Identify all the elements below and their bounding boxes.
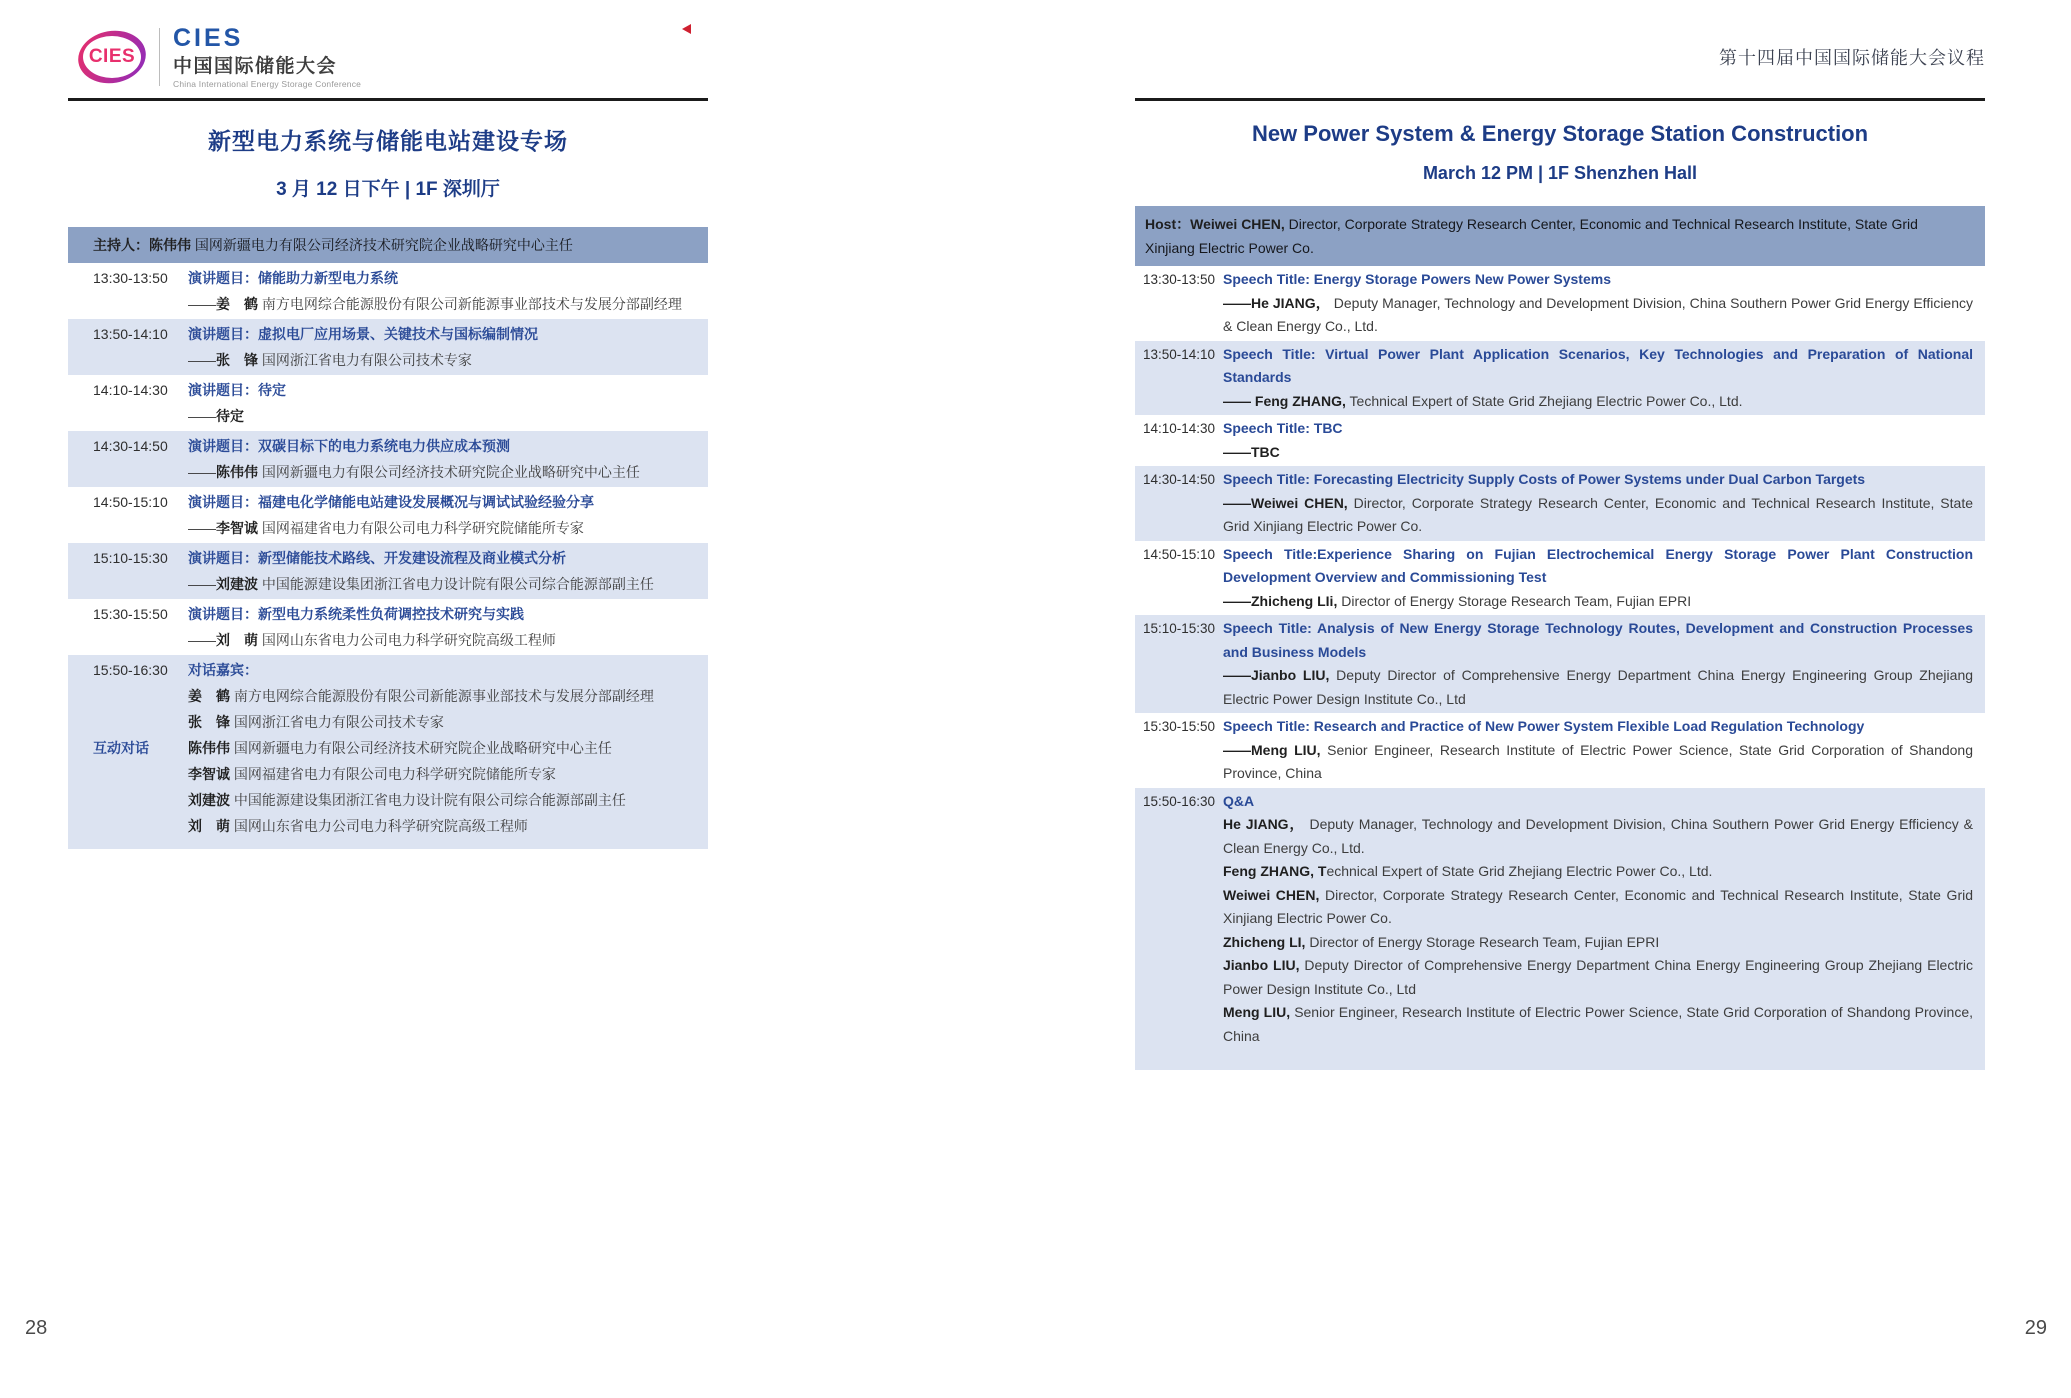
brand-block	[173, 24, 361, 90]
qa-participant	[1223, 813, 1973, 860]
speaker-affiliation: Technical Expert of State Grid Zhejiang Electric Power Co., Ltd.	[1349, 392, 1743, 409]
guest-affiliation: 国网浙江省电力有限公司技术专家	[233, 714, 444, 730]
guest-name: 姜 鹤	[188, 688, 230, 704]
time-cell: 15:10-15:30	[1143, 621, 1216, 636]
qa-heading: Q&A	[1223, 792, 1255, 809]
time-cell: 15:10-15:30	[93, 550, 168, 566]
session-time-venue-cn: 3 月 12 日下午 | 1F 深圳厅	[276, 179, 500, 200]
speech-title: Speech Title: TBC	[1223, 420, 1343, 436]
speaker-line: ——李智诚 国网福建省电力有限公司电力科学研究院储能所专家	[188, 520, 584, 536]
qa-participant	[1223, 954, 1973, 1001]
speaker-line: ——待定	[188, 408, 244, 424]
time-cell: 14:50-15:10	[1143, 546, 1216, 562]
guest-name: 陈伟伟	[188, 740, 230, 756]
logo-divider	[159, 28, 160, 86]
dialog-time: 15:50-16:30	[93, 662, 168, 678]
page-right-english	[1135, 16, 1985, 1070]
host-bar-cn	[68, 227, 708, 263]
speaker-line: ——张 锋 国网浙江省电力有限公司技术专家	[188, 352, 472, 368]
host-affiliation-cn: 国网新疆电力有限公司经济技术研究院企业战略研究中心主任	[194, 237, 573, 253]
guest-row	[188, 709, 702, 735]
time-cell: 13:30-13:50	[93, 270, 168, 286]
speaker-name: 刘建波	[216, 576, 258, 592]
participant-desc: Director of Energy Storage Research Team, Fujian EPRI	[1309, 933, 1660, 950]
guest-name: 刘建波	[188, 792, 230, 808]
guest-row	[188, 787, 702, 813]
agenda-row	[68, 375, 708, 431]
host-affiliation-en: Director, Corporate Strategy Research Center, Economic and Technical Research Institute, State Grid Xinjiang Electric Power Co.	[1145, 216, 1918, 256]
participant-name: He JIANG，	[1223, 816, 1305, 832]
speech-title: 演讲题目：新型储能技术路线、开发建设流程及商业模式分析	[188, 550, 566, 566]
edition-header: 第十四届中国国际储能大会议程	[1719, 48, 1985, 68]
speaker-name: ——He JIANG，	[1223, 294, 1330, 311]
speaker-affiliation: 中国能源建设集团浙江省电力设计院有限公司综合能源部副主任	[261, 576, 654, 592]
agenda-row	[1135, 713, 1985, 788]
page-number-right: 29	[2024, 1317, 2047, 1339]
host-name-cn: 主持人：陈伟伟	[93, 237, 191, 253]
cies-logo	[68, 24, 361, 90]
agenda-row	[68, 319, 708, 375]
guest-affiliation: 南方电网综合能源股份有限公司新能源事业部技术与发展分部副经理	[233, 688, 654, 704]
speech-title: 演讲题目：储能助力新型电力系统	[188, 270, 398, 286]
speech-title: 演讲题目：福建电化学储能电站建设发展概况与调试试验经验分享	[188, 494, 594, 510]
brand-name-cn: 中国国际储能大会	[173, 55, 338, 77]
participant-desc: Deputy Manager, Technology and Development Division, China Southern Power Grid Energy Efficiency & Clean Energy Co., Ltd.	[1223, 816, 1973, 856]
speaker-affiliation: Deputy Director of Comprehensive Energy Department China Energy Engineering Group Zhejiang Electric Power Design Institute Co., Ltd	[1223, 667, 1974, 707]
participant-desc: echnical Expert of State Grid Zhejiang Electric Power Co., Ltd.	[1326, 863, 1713, 879]
time-cell: 14:10-14:30	[1143, 421, 1216, 436]
guest-row	[188, 735, 702, 761]
speaker-name: —— Feng ZHANG,	[1223, 392, 1346, 409]
speaker-line	[1223, 292, 1973, 339]
cies-wordmark: CIES	[173, 23, 244, 52]
participant-name: Zhicheng LI,	[1223, 933, 1306, 950]
agenda-table-en	[1135, 206, 1985, 1070]
time-cell: 14:50-15:10	[93, 494, 168, 510]
time-cell	[68, 657, 188, 761]
agenda-row	[1135, 615, 1985, 713]
page-number-left: 28	[25, 1317, 48, 1339]
qa-participant	[1223, 860, 1973, 884]
speaker-affiliation: 国网福建省电力有限公司电力科学研究院储能所专家	[261, 520, 584, 536]
guest-affiliation: 中国能源建设集团浙江省电力设计院有限公司综合能源部副主任	[233, 792, 626, 808]
session-title-en: New Power System & Energy Storage Station Construction	[1251, 121, 1869, 146]
speaker-name: ——Weiwei CHEN,	[1223, 494, 1348, 511]
participant-name: Jianbo LIU,	[1223, 957, 1300, 973]
agenda-row	[68, 487, 708, 543]
cies-badge-text: CIES	[88, 45, 136, 67]
time-cell: 13:30-13:50	[1143, 272, 1216, 287]
speaker-line	[1223, 590, 1973, 614]
time-cell: 15:30-15:50	[1143, 719, 1216, 734]
speaker-line	[1223, 739, 1973, 786]
participant-desc: Director, Corporate Strategy Research Center, Economic and Technical Research Institute, State Grid Xinjiang Electric Power Co.	[1223, 886, 1973, 926]
right-page-header	[1135, 16, 1985, 101]
speech-title: Speech Title: Energy Storage Powers New Power Systems	[1223, 271, 1611, 287]
time-cell: 15:30-15:50	[93, 606, 168, 622]
agenda-row	[1135, 541, 1985, 616]
agenda-row	[68, 599, 708, 655]
speaker-name: 待定	[216, 408, 244, 424]
speech-title: 演讲题目：双碳目标下的电力系统电力供应成本预测	[188, 438, 510, 454]
time-cell: 13:50-14:10	[1143, 346, 1216, 362]
guest-row	[188, 761, 702, 787]
agenda-row	[1135, 466, 1985, 541]
speaker-affiliation: Deputy Manager, Technology and Development Division, China Southern Power Grid Energy Efficiency & Clean Energy Co., Ltd.	[1223, 294, 1974, 334]
agenda-row	[1135, 266, 1985, 341]
speech-title: Speech Title:Experience Sharing on Fujian Electrochemical Energy Storage Power Plant Construction Development Overview and Commissioning Test	[1223, 545, 1973, 585]
participant-name: Meng LIU,	[1223, 1004, 1291, 1020]
speech-title: Speech Title: Research and Practice of New Power System Flexible Load Regulation Technology	[1223, 718, 1865, 734]
speaker-name: ——Meng LIU,	[1223, 741, 1321, 758]
speech-title: Speech Title: Analysis of New Energy Storage Technology Routes, Development and Construction Processes and Business Models	[1223, 620, 1973, 660]
dialog-heading: 对话嘉宾：	[188, 662, 258, 678]
speaker-affiliation: 国网浙江省电力有限公司技术专家	[261, 352, 472, 368]
qa-row	[1135, 788, 1985, 1071]
speaker-name: ——Jianbo LIU,	[1223, 667, 1330, 683]
speech-title: Speech Title: Virtual Power Plant Application Scenarios, Key Technologies and Preparation of National Standards	[1223, 345, 1973, 385]
time-cell: 14:10-14:30	[93, 382, 168, 398]
guest-row	[188, 813, 702, 839]
speaker-affiliation: Director, Corporate Strategy Research Center, Economic and Technical Research Institute, State Grid Xinjiang Electric Power Co.	[1223, 494, 1974, 534]
agenda-table-cn	[68, 227, 708, 849]
guest-name: 李智诚	[188, 766, 230, 782]
qa-participant	[1223, 931, 1973, 955]
qa-participant	[1223, 1001, 1973, 1048]
speech-title: 演讲题目：待定	[188, 382, 286, 398]
speaker-name: 陈伟伟	[216, 464, 258, 480]
speaker-line: ——陈伟伟 国网新疆电力有限公司经济技术研究院企业战略研究中心主任	[188, 464, 640, 480]
guest-name: 刘 萌	[188, 818, 230, 834]
agenda-row	[68, 263, 708, 319]
guest-affiliation: 国网山东省电力公司电力科学研究院高级工程师	[233, 818, 528, 834]
cies-badge-icon	[74, 25, 150, 88]
time-cell: 14:30-14:50	[1143, 472, 1216, 487]
participant-name: Feng ZHANG, T	[1223, 863, 1327, 879]
speaker-line	[1223, 664, 1973, 711]
speech-title: 演讲题目：虚拟电厂应用场景、关键技术与国标编制情况	[188, 326, 538, 342]
speaker-name: 张 锋	[216, 352, 258, 368]
speaker-name: ——Zhicheng LIi,	[1223, 592, 1338, 609]
left-page-header	[68, 16, 708, 101]
speaker-line	[1223, 492, 1973, 539]
time-cell: 13:50-14:10	[93, 326, 168, 342]
host-name-en: Host：Weiwei CHEN,	[1145, 216, 1285, 232]
guest-affiliation: 国网福建省电力有限公司电力科学研究院储能所专家	[233, 766, 556, 782]
speaker-line: ——刘建波 中国能源建设集团浙江省电力设计院有限公司综合能源部副主任	[188, 576, 654, 592]
wordmark-arrow-icon	[677, 24, 691, 34]
page-left-chinese	[68, 16, 708, 849]
speaker-affiliation: Director of Energy Storage Research Team, Fujian EPRI	[1341, 592, 1692, 609]
participant-desc: Senior Engineer, Research Institute of Electric Power Science, State Grid Corporation of Shandong Province, China	[1223, 1004, 1973, 1044]
dialog-row	[68, 655, 708, 849]
agenda-row	[68, 543, 708, 599]
time-cell: 15:50-16:30	[1143, 793, 1216, 809]
speaker-name: 姜 鹤	[216, 296, 258, 312]
speech-title: Speech Title: Forecasting Electricity Supply Costs of Power Systems under Dual Carbon Targets	[1223, 471, 1866, 487]
interactive-dialog-label: 互动对话	[93, 740, 149, 756]
agenda-row	[1135, 341, 1985, 416]
guest-affiliation: 国网新疆电力有限公司经济技术研究院企业战略研究中心主任	[233, 740, 612, 756]
speaker-name: 刘 萌	[216, 632, 258, 648]
speaker-name: ——TBC	[1223, 443, 1280, 460]
brand-name-en: China International Energy Storage Conference	[173, 79, 362, 90]
host-bar-en	[1135, 206, 1985, 266]
qa-participant	[1223, 884, 1973, 931]
guest-name: 张 锋	[188, 714, 230, 730]
session-title-cn: 新型电力系统与储能电站建设专场	[208, 128, 568, 154]
speaker-affiliation: 南方电网综合能源股份有限公司新能源事业部技术与发展分部副经理	[261, 296, 682, 312]
speaker-name: 李智诚	[216, 520, 258, 536]
speaker-line: ——姜 鹤 南方电网综合能源股份有限公司新能源事业部技术与发展分部副经理	[188, 296, 682, 312]
speaker-affiliation: Senior Engineer, Research Institute of Electric Power Science, State Grid Corporation of Shandong Province, China	[1223, 741, 1974, 781]
agenda-row	[1135, 415, 1985, 466]
participant-name: Weiwei CHEN,	[1223, 886, 1320, 903]
speaker-line	[1223, 441, 1973, 465]
time-cell: 14:30-14:50	[93, 438, 168, 454]
speaker-affiliation: 国网新疆电力有限公司经济技术研究院企业战略研究中心主任	[261, 464, 640, 480]
session-time-venue-en: March 12 PM | 1F Shenzhen Hall	[1422, 163, 1698, 183]
speaker-line: ——刘 萌 国网山东省电力公司电力科学研究院高级工程师	[188, 632, 556, 648]
agenda-row	[68, 431, 708, 487]
speaker-affiliation: 国网山东省电力公司电力科学研究院高级工程师	[261, 632, 556, 648]
participant-desc: Deputy Director of Comprehensive Energy Department China Energy Engineering Group Zhejiang Electric Power Design Institute Co., Ltd	[1223, 957, 1974, 997]
guest-row	[188, 683, 702, 709]
speaker-line	[1223, 390, 1973, 414]
speech-title: 演讲题目：新型电力系统柔性负荷调控技术研究与实践	[188, 606, 524, 622]
